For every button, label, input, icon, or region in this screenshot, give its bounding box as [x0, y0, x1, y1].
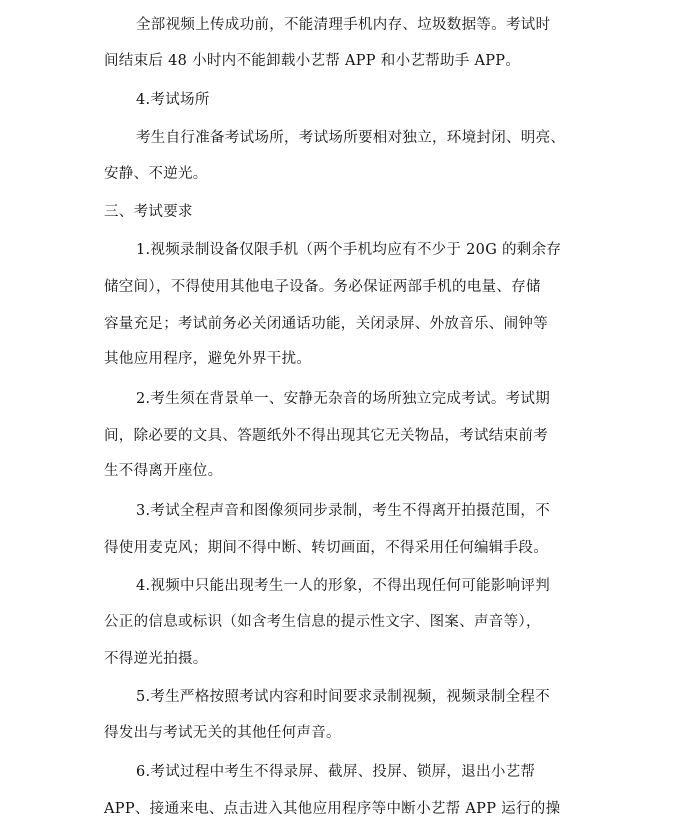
- text-line-20: 得发出与考试无关的其他任何声音。: [104, 725, 341, 741]
- text-line-11: 2.考生须在背景单一、安静无杂音的场所独立完成考试。考试期: [136, 391, 551, 407]
- text-line-16: 4.视频中只能出现考生一人的形象，不得出现任何可能影响评判: [136, 578, 551, 594]
- section-heading-exam-venue: 4.考试场所: [136, 92, 210, 108]
- text-line-8: 储空间），不得使用其他电子设备。务必保证两部手机的电量、存储: [104, 279, 541, 295]
- text-line-9: 容量充足；考试前务必关闭通话功能，关闭录屏、外放音乐、闹钟等: [104, 316, 548, 332]
- text-line-19: 5.考生严格按照考试内容和时间要求录制视频，视频录制全程不: [136, 689, 551, 705]
- text-line-15: 得使用麦克风；期间不得中断、转切画面，不得采用任何编辑手段。: [104, 540, 548, 556]
- text-line-14: 3.考试全程声音和图像须同步录制，考生不得离开拍摄范围，不: [136, 503, 551, 519]
- text-line-10: 其他应用程序，避免外界干扰。: [104, 351, 312, 367]
- section-heading-exam-requirements: 三、考试要求: [104, 204, 193, 220]
- text-line-1: 全部视频上传成功前，不能清理手机内存、垃圾数据等。考试时: [136, 17, 551, 33]
- text-line-5: 安静、不逆光。: [104, 166, 208, 182]
- text-line-18: 不得逆光拍摄。: [104, 651, 208, 667]
- text-line-12: 间，除必要的文具、答题纸外不得出现其它无关物品，考试结束前考: [104, 428, 548, 444]
- text-line-4: 考生自行准备考试场所，考试场所要相对独立，环境封闭、明亮、: [136, 130, 566, 146]
- text-line-22: APP、接通来电、点击进入其他应用程序等中断小艺帮 APP 运行的操: [104, 801, 561, 817]
- text-line-13: 生不得离开座位。: [104, 463, 223, 479]
- text-line-2: 间结束后 48 小时内不能卸载小艺帮 APP 和小艺帮助手 APP。: [104, 53, 521, 69]
- text-line-21: 6.考试过程中考生不得录屏、截屏、投屏、锁屏，退出小艺帮: [136, 764, 536, 780]
- text-line-7: 1.视频录制设备仅限手机（两个手机均应有不少于 20G 的剩余存: [136, 242, 562, 258]
- text-line-17: 公正的信息或标识（如含考生信息的提示性文字、图案、声音等），: [104, 614, 541, 630]
